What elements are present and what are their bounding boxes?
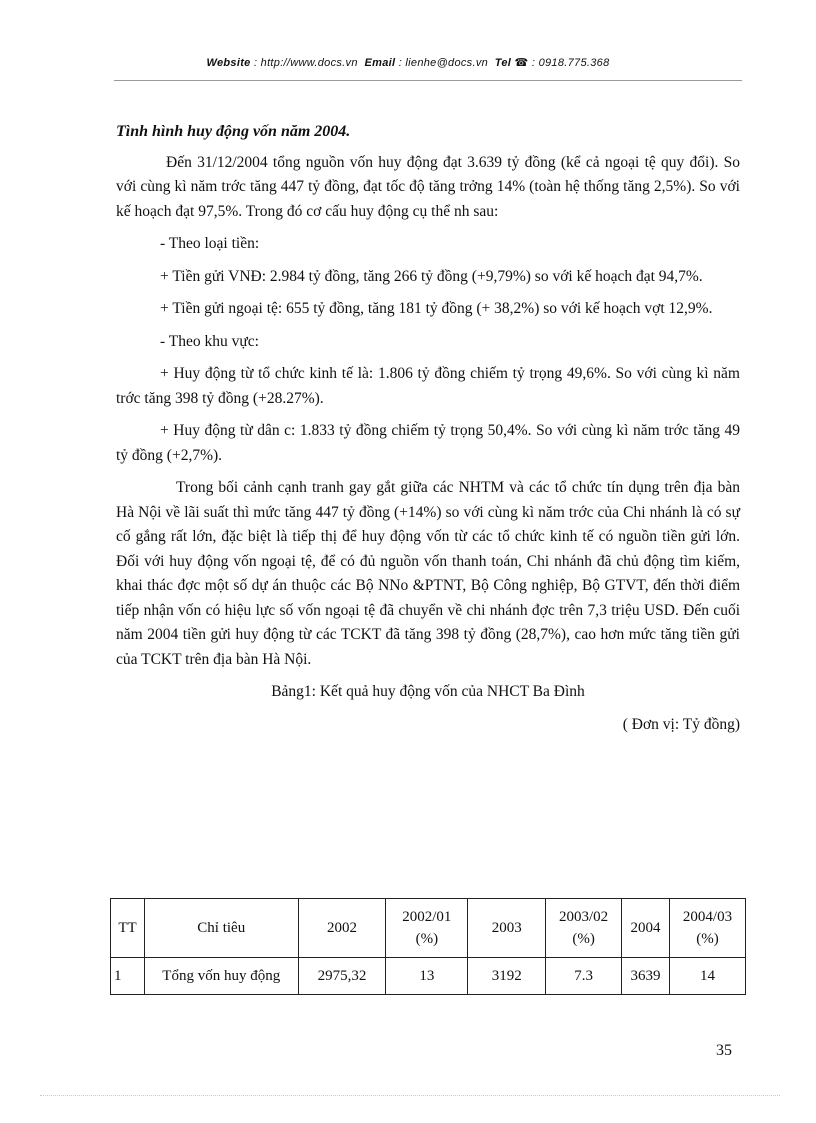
paragraph-5: - Theo khu vực: <box>160 332 259 350</box>
header-divider <box>114 80 742 81</box>
table-row <box>111 958 746 995</box>
cell-tt: 1 <box>111 958 145 995</box>
results-table <box>110 898 746 995</box>
table-caption: Bảng1: Kết quả huy động vốn của NHCT Ba Đình <box>271 683 585 700</box>
paragraph-8: Trong bối cảnh cạnh tranh gay gắt giữa các NHTM và các tổ chức tín dụng trên địa bàn Hà Nội về lãi suất thì mức tăng 447 tỷ đồng (+14%) so với cùng kì năm trớc của Chi nhánh là có sự cố gắng rất lớn, đặc biệt là tiếp thị để huy động vốn từ các tổ chức kinh tế có nguồn tiền gửi lớn. Đối với huy động vốn ngoại tệ, để có đủ nguồn vốn thanh toán, Chi nhánh đã chủ động tìm kiếm, khai thác đợc một số dự án thuộc các Bộ NNo &PTNT, Bộ Công nghiệp, Bộ GTVT, đến thời điểm tiếp nhận vốn có hiệu lực số vốn ngoại tệ đã chuyển về chi nhánh đợc trên 7,3 triệu USD. Đến cuối năm 2004 tiền gửi huy động từ các TCKT đã tăng 398 tỷ đồng (28,7%), cao hơn mức tăng tiền gửi của TCKT trên địa bàn Hà Nội. <box>116 479 740 668</box>
cell-2002: 2975,32 <box>298 958 386 995</box>
paragraph-6: + Huy động từ tổ chức kinh tế là: 1.806 tỷ đồng chiếm tỷ trọng 49,6%. So với cùng kì năm trớc tăng 398 tỷ đồng (+28.27%). <box>116 365 740 407</box>
cell-2003-02: 7.3 <box>546 958 622 995</box>
tel-label: Tel <box>494 57 512 69</box>
paragraph-7: + Huy động từ dân c: 1.833 tỷ đồng chiếm tỷ trọng 50,4%. So với cùng kì năm trớc tăng 49 tỷ đồng (+2,7%). <box>116 422 740 464</box>
cell-indicator: Tổng vốn huy động <box>144 958 298 995</box>
document-body <box>116 120 740 747</box>
header-indicator: Chỉ tiêu <box>144 899 298 958</box>
table-header-row <box>111 899 746 958</box>
cell-2004-03: 14 <box>670 958 746 995</box>
header-2004: 2004 <box>622 899 670 958</box>
page-header <box>0 56 816 69</box>
website-value[interactable]: : http://www.docs.vn <box>253 57 358 69</box>
cell-2002-01: 13 <box>386 958 468 995</box>
header-tt: TT <box>111 899 145 958</box>
section-title: Tình hình huy động vốn năm 2004. <box>116 123 351 140</box>
email-label: Email <box>364 57 396 69</box>
website-label: Website <box>206 57 251 69</box>
paragraph-3: + Tiền gửi VNĐ: 2.984 tỷ đồng, tăng 266 tỷ đồng (+9,79%) so với kế hoạch đạt 94,7%. <box>160 267 703 285</box>
footer-divider <box>40 1095 780 1096</box>
tel-value: ☎ : 0918.775.368 <box>514 57 610 69</box>
page-number: 35 <box>716 1042 732 1059</box>
header-2004-03: 2004/03 (%) <box>670 899 746 958</box>
cell-2004: 3639 <box>622 958 670 995</box>
paragraph-2: - Theo loại tiền: <box>160 235 260 252</box>
cell-2003: 3192 <box>468 958 546 995</box>
header-2002-01: 2002/01 (%) <box>386 899 468 958</box>
header-2003-02: 2003/02 (%) <box>546 899 622 958</box>
paragraph-1: Đến 31/12/2004 tổng nguồn vốn huy động đạt 3.639 tỷ đồng (kể cả ngoại tệ quy đổi). So với cùng kì năm trớc tăng 447 tỷ đồng, đạt tốc độ tăng trởng 14% (toàn hệ thống tăng 2,5%). So với kế hoạch đạt 97,5%. Trong đó cơ cấu huy động cụ thể nh sau: <box>116 153 740 220</box>
header-2002: 2002 <box>298 899 386 958</box>
email-value[interactable]: : lienhe@docs.vn <box>398 57 489 69</box>
header-2003: 2003 <box>468 899 546 958</box>
table-unit: ( Đơn vị: Tỷ đồng) <box>622 715 740 733</box>
paragraph-4: + Tiền gửi ngoại tệ: 655 tỷ đồng, tăng 181 tỷ đồng (+ 38,2%) so với kế hoạch vợt 12,9%. <box>160 300 713 317</box>
